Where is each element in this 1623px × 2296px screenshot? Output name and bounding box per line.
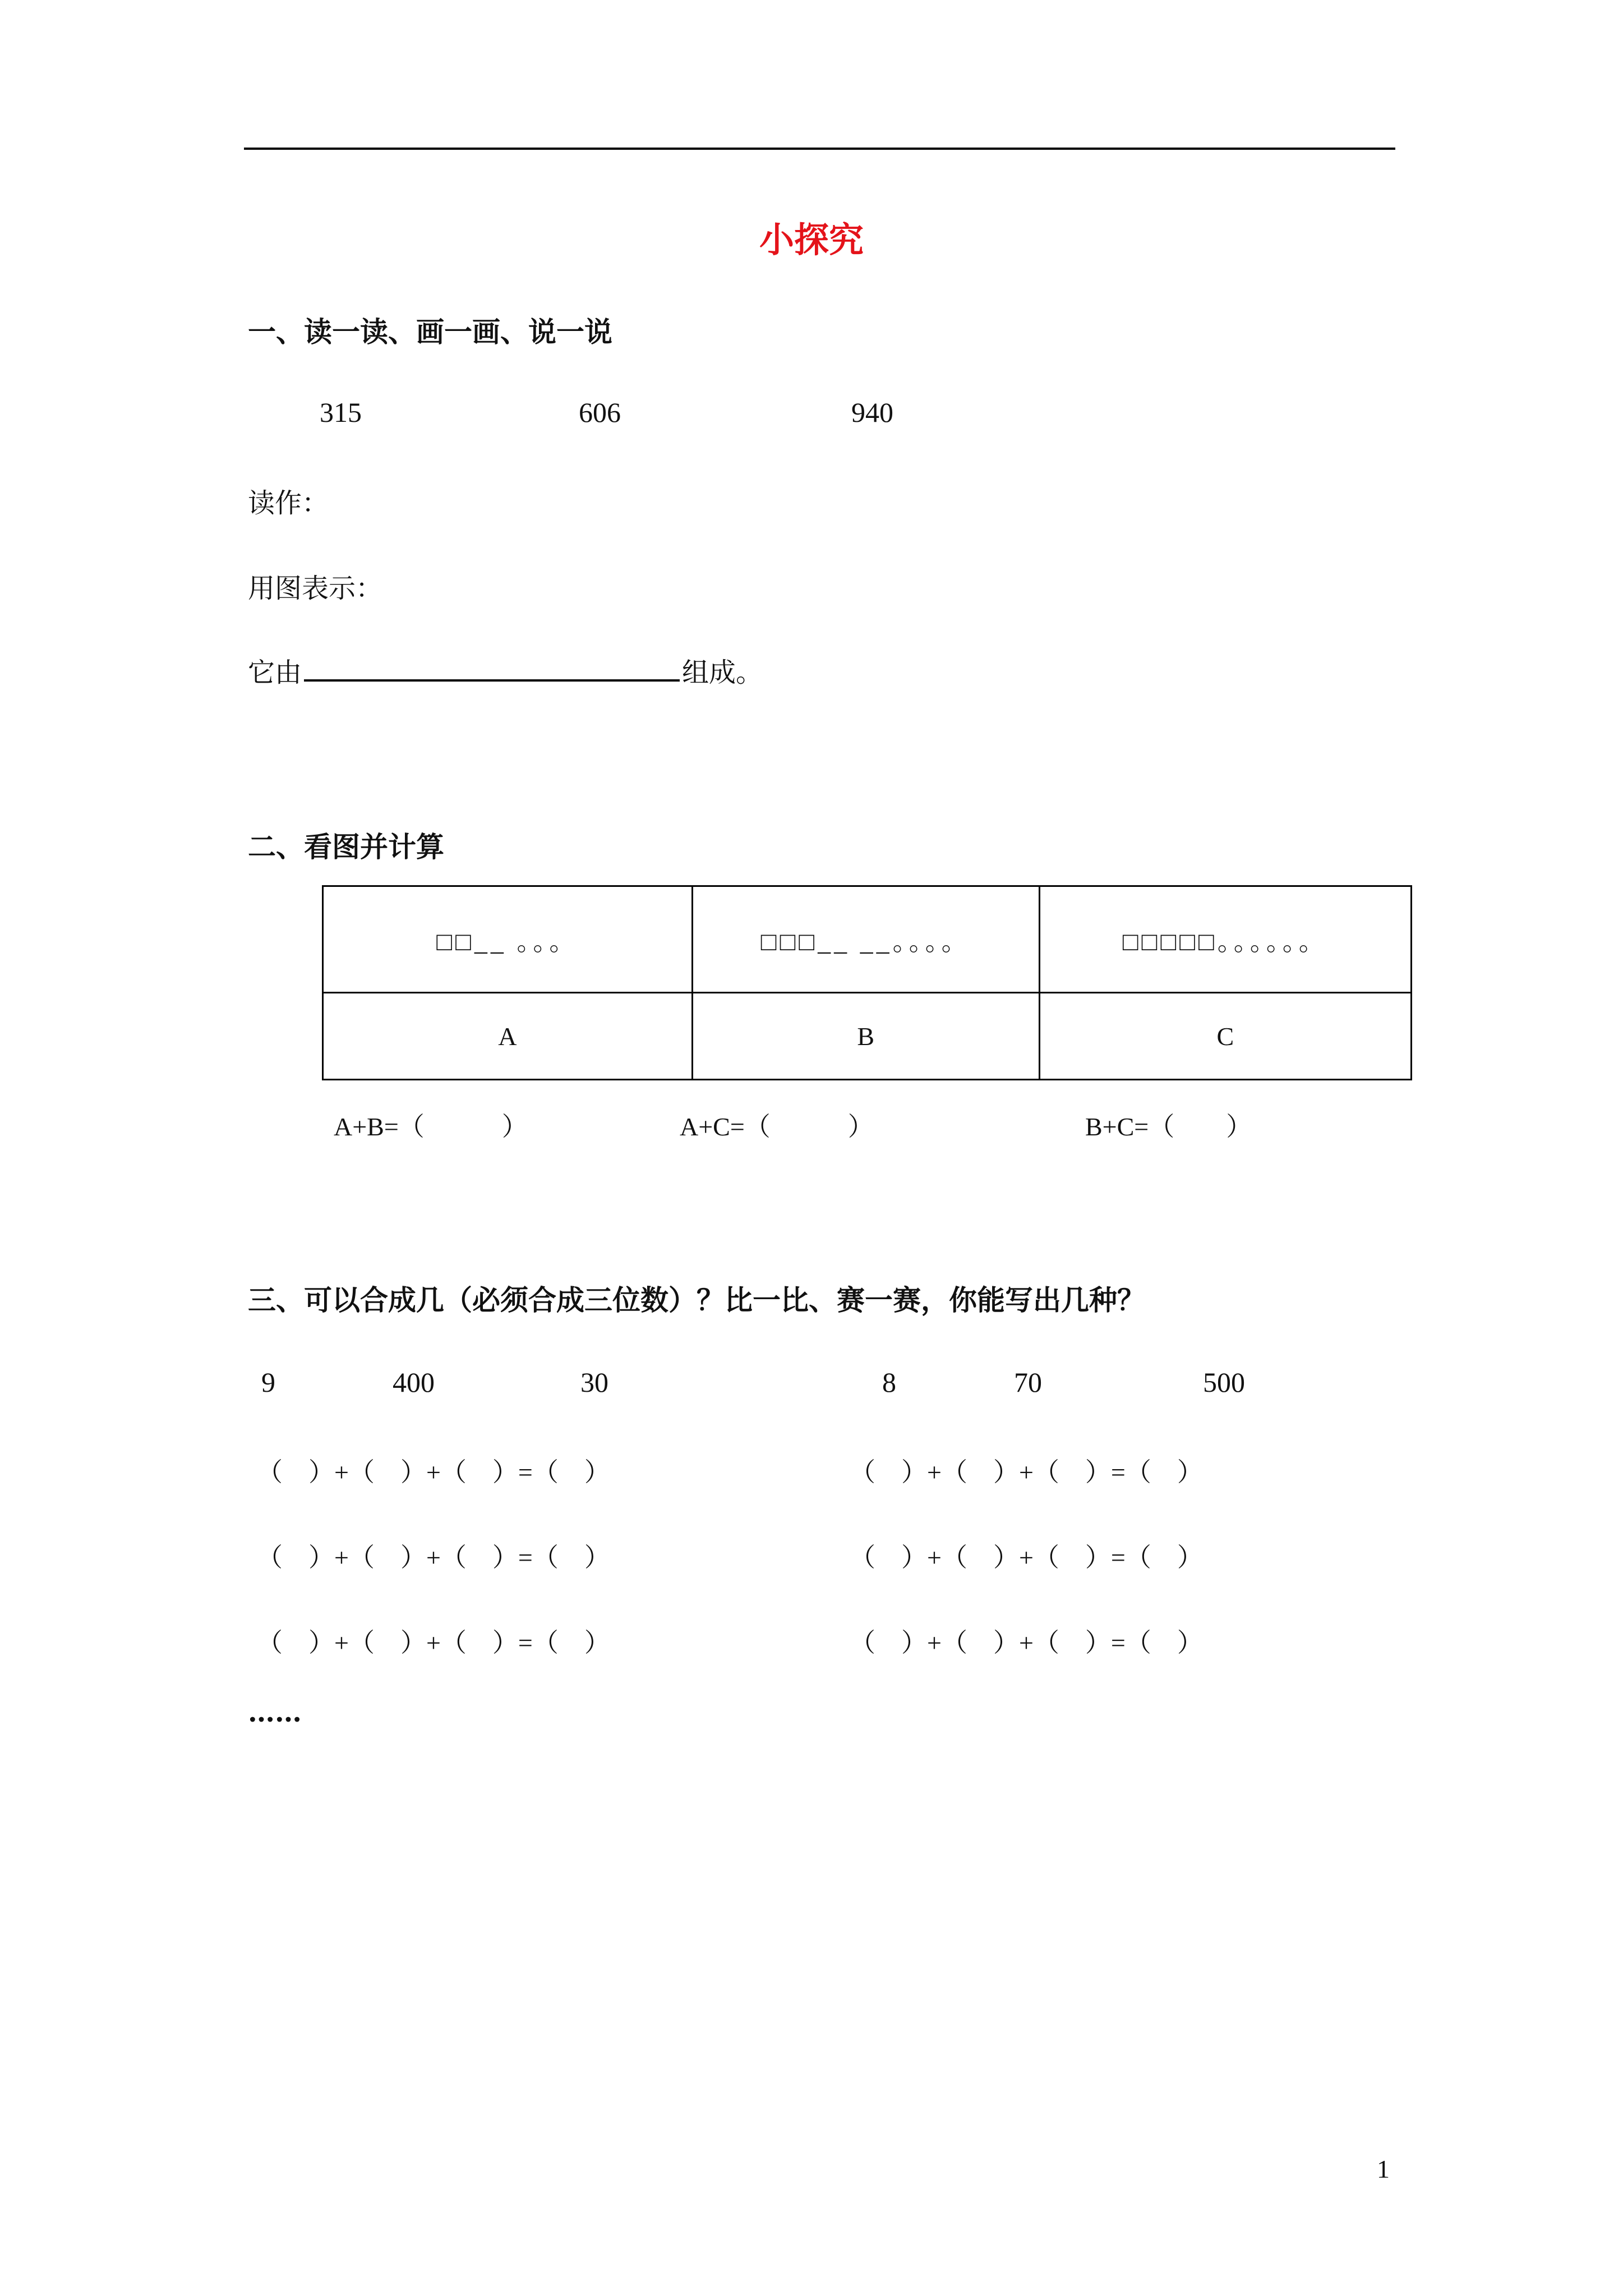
left-sum-row[interactable]: （ ）+（ ）+（ ）=（ ） <box>257 1628 610 1657</box>
page-number: 1 <box>1377 2155 1390 2183</box>
number-940: 940 <box>851 397 893 428</box>
number-315: 315 <box>320 397 362 428</box>
page-title: 小探究 <box>759 219 864 260</box>
label-a: A <box>323 993 693 1080</box>
section2-heading: 二、看图并计算 <box>248 830 444 863</box>
composed-suffix: 组成。 <box>682 657 763 688</box>
section1-heading: 一、读一读、画一画、说一说 <box>248 315 612 348</box>
label-row <box>323 993 1412 1080</box>
left-sum-row[interactable]: （ ）+（ ）+（ ）=（ ） <box>257 1458 610 1487</box>
left-number-9: 9 <box>261 1366 275 1398</box>
equation-b-plus-c[interactable]: B+C=（ ） <box>1085 1112 1252 1141</box>
section3-heading: 三、可以合成几（必须合成三位数）？比一比、赛一赛，你能写出几种？ <box>248 1283 1145 1317</box>
figure-table <box>322 885 1412 1080</box>
composed-prefix: 它由 <box>248 657 302 688</box>
right-number-70: 70 <box>1014 1366 1042 1398</box>
ellipsis: …… <box>248 1697 302 1728</box>
read-as-label: 读作： <box>248 487 329 519</box>
show-by-picture-label: 用图表示： <box>248 573 383 604</box>
left-sum-row[interactable]: （ ）+（ ）+（ ）=（ ） <box>257 1543 610 1572</box>
equation-a-plus-c[interactable]: A+C=（ ） <box>680 1112 874 1141</box>
composed-answer-blank[interactable] <box>304 652 680 682</box>
right-sum-row[interactable]: （ ）+（ ）+（ ）=（ ） <box>850 1628 1203 1657</box>
right-number-500: 500 <box>1203 1366 1245 1398</box>
equation-a-plus-b[interactable]: A+B=（ ） <box>334 1112 528 1141</box>
label-b: B <box>692 993 1039 1080</box>
figure-a: □□__ 。。。 <box>323 886 693 993</box>
label-c: C <box>1039 993 1411 1080</box>
left-number-30: 30 <box>580 1366 608 1398</box>
left-number-400: 400 <box>393 1366 435 1398</box>
composed-sentence <box>248 651 763 689</box>
figure-b: □□□__ __。。。。 <box>692 886 1039 993</box>
figure-c: □□□□□。。。。。。 <box>1039 886 1411 993</box>
right-sum-row[interactable]: （ ）+（ ）+（ ）=（ ） <box>850 1543 1203 1572</box>
right-sum-row[interactable]: （ ）+（ ）+（ ）=（ ） <box>850 1458 1203 1487</box>
number-606: 606 <box>579 397 621 428</box>
right-number-8: 8 <box>882 1366 896 1398</box>
header-rule <box>244 148 1395 150</box>
figure-row <box>323 886 1412 993</box>
